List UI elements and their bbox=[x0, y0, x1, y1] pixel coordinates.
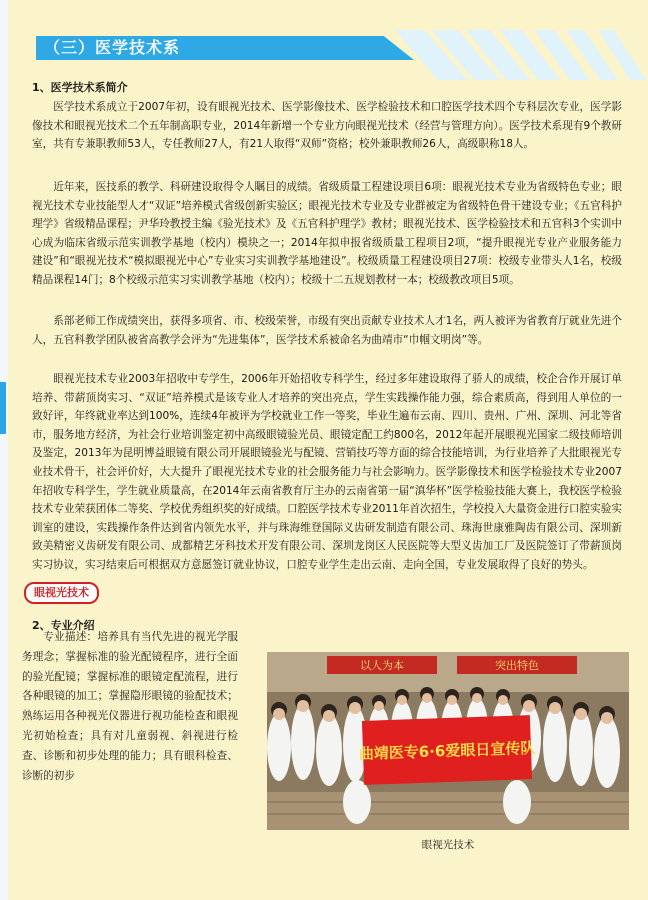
intro-paragraph-4: 眼视光技术专业2003年招收中专学生，2006年开始招收专科学生，经过多年建设取得了骄人的成绩，校企合作开展订单培养、带薪顶岗实习、“双证”培养模式是该专业人才培养的突出亮点，学生实践操作能力强，综合素质高，得到用人单位的一致好评，年终就业率达到100%，连续4年被评为学校就业工作一等奖，毕业生遍布云南、四川、贵州、广州、深圳、河北等省市，服务地方经济，为社会行业培训鉴定初中高级眼镜验光员、眼镜定配工约800名，2012年起开展眼视光国家二级技师培训及鉴定，2013年为昆明博益眼镜有限公司开展眼镜验光与配镜、营销技巧等方面的综合技能培训，为行业培养了大批眼视光专业技术骨干，社会评价好，大大提升了眼视光技术专业的社会服务能力与社会影响力。医学影像技术和医学检验技术专业2007年招收专科学生，学生就业质量高，在2014年云南省教育厅主办的云南省第一届“滇华杯”医学检验技能大赛上，我校医学检验技术专业荣获团体二等奖、学校优秀组织奖的好成绩。口腔医学技术专业2011年首次招生，学校投入大量资金进行口腔实验实训室的建设，实践操作条件达到省内领先水平，并与珠海维登国际义齿研发制造有限公司、珠海世康雅陶齿有限公司、深圳新致美精密义齿研发有限公司、成都精艺牙科技术开发有限公司、深圳龙岗区人民医院等大型义齿加工厂及医院签订了带薪顶岗实习协议，实习结束后可根据双方意愿签订就业协议，口腔专业学生走出云南、走向全国，专业发展取得了良好的势头。 bbox=[32, 373, 622, 571]
major-intro-heading: 2、专业介绍 bbox=[32, 619, 95, 632]
team-photo bbox=[267, 652, 629, 830]
intro-heading: 1、医学技术系简介 bbox=[32, 81, 128, 94]
photo-sign-left: 以人为本 bbox=[360, 659, 404, 672]
major-label-badge: 眼视光技术 bbox=[24, 582, 99, 604]
intro-paragraph-2: 近年来，医技系的教学、科研建设取得令人瞩目的成绩。省级质量工程建设项目6项：眼视光技术专业为省级特色专业；眼视光技术专业技能型人才“双证”培养模式省级创新实验区；眼视光技术专业及专业群被定为省级特色骨干建设专业；《五官科护理学》省级精品课程；尹华玲教授主编《验光技术》及《五官科护理学》教材；眼视光技术、医学检验技术和五官科3个实训中心成为临床省级示范实训教学基地（校内）模块之一；2014年拟申报省级质量工程项目2项，“提升眼视光专业产业服务能力建设”和“眼视光技术“模拟眼视光中心”专业实习实训教学基地建设”。校级质量工程建设项目27项：校级专业带头人1名，校级精品课程14门；8个校级示范实习实训教学基地（校内）；校级十二五规划教材一本；校级教改项目5项。 bbox=[32, 181, 622, 286]
photo-caption: 眼视光技术 bbox=[421, 839, 475, 851]
intro-paragraph-1: 医学技术系成立于2007年初，设有眼视光技术、医学影像技术、医学检验技术和口腔医学技术四个专科层次专业，医学影像技术和眼视光技术二个五年制高职专业，2014年新增一个专业方向眼视光技术（经营与管理方向）。医学技术系现有9个教研室，共有专兼职教师53人，专任教师27人，有21人取得“双师”资格；校外兼职教师26人，高级职称18人。 bbox=[32, 101, 622, 151]
photo-sign-right: 突出特色 bbox=[495, 659, 539, 672]
major-description: 专业描述：培养具有当代先进的视光学服务理念；掌握标准的验光配镜程序，进行全面的验光配镜；掌握标准的眼镜定配流程，进行各种眼镜的加工；掌握隐形眼镜的验配技术；熟练运用各种视光仪器进行视功能检查和眼视光初始检查；具有对儿童弱视、斜视进行检查、诊断和初步处理的能力；具有眼科检查、诊断的初步 bbox=[22, 631, 238, 782]
photo-banner-text: 曲靖医专6·6爱眼日宣传队 bbox=[358, 738, 536, 764]
left-page-edge bbox=[0, 0, 8, 900]
intro-paragraph-3: 系部老师工作成绩突出，获得多项省、市、校级荣誉，市级有突出贡献专业技术人才1名，两人被评为省教育厅就业先进个人，五官科教学团队被省高教学会评为“先进集体”，医学技术系被命名为曲靖市“巾帼文明岗”等。 bbox=[32, 315, 622, 346]
side-tab-marker bbox=[0, 382, 6, 434]
section-title: （三）医学技术系 bbox=[44, 38, 181, 57]
team-photo-illustration bbox=[267, 652, 629, 830]
